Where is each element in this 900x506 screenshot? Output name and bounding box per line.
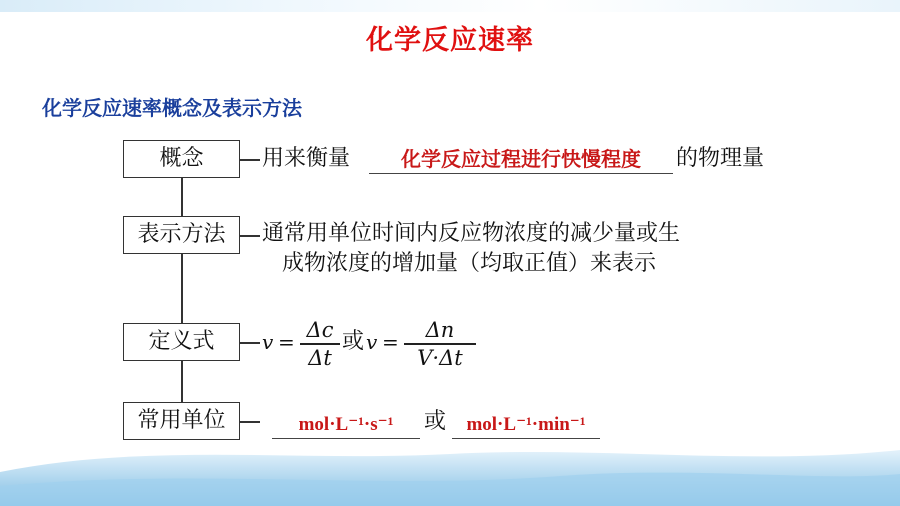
connector-concept [240,159,260,161]
unit-per-minute: mol·L⁻¹·min⁻¹ [452,412,600,439]
label-box-definition [123,323,240,361]
equals-sign-1: = [278,330,295,354]
fraction-2-bar [404,343,476,345]
page-title: 化学反应速率 [366,25,534,56]
label-definition: 定义式 [148,329,215,354]
fraction-delta-n-over-v-delta-t [404,318,476,370]
concept-answer: 化学反应过程进行快慢程度 [369,145,673,174]
top-decoration-band [0,0,900,12]
fraction-1-numerator: Δc [306,318,334,342]
connector-vertical [181,178,183,402]
connector-definition [240,342,260,344]
representation-line-2: 成物浓度的增加量（均取正值）来表示 [282,251,657,276]
representation-line-1: 通常用单位时间内反应物浓度的减少量或生 [262,221,681,246]
label-box-representation [123,216,240,254]
fraction-2-denominator: V·Δt [417,345,463,370]
label-representation: 表示方法 [137,222,226,247]
fraction-delta-c-over-delta-t [300,318,340,370]
velocity-symbol-1: v [262,330,274,354]
label-units: 常用单位 [137,408,226,433]
fraction-2-numerator: Δn [425,318,455,342]
concept-suffix: 的物理量 [676,146,765,171]
concept-prefix: 用来衡量 [262,146,351,171]
label-box-concept [123,140,240,178]
connector-representation [240,235,260,237]
bottom-wave-decoration [0,432,900,506]
fraction-1-denominator: Δt [308,345,332,370]
definition-or: 或 [342,329,365,354]
connector-units [240,421,260,423]
label-box-units [123,402,240,440]
velocity-symbol-2: v [366,330,378,354]
section-subtitle: 化学反应速率概念及表示方法 [42,96,302,120]
units-or: 或 [424,409,447,434]
equals-sign-2: = [382,330,399,354]
label-concept: 概念 [159,146,204,171]
fraction-1-bar [300,343,340,345]
unit-per-second: mol·L⁻¹·s⁻¹ [272,412,420,439]
